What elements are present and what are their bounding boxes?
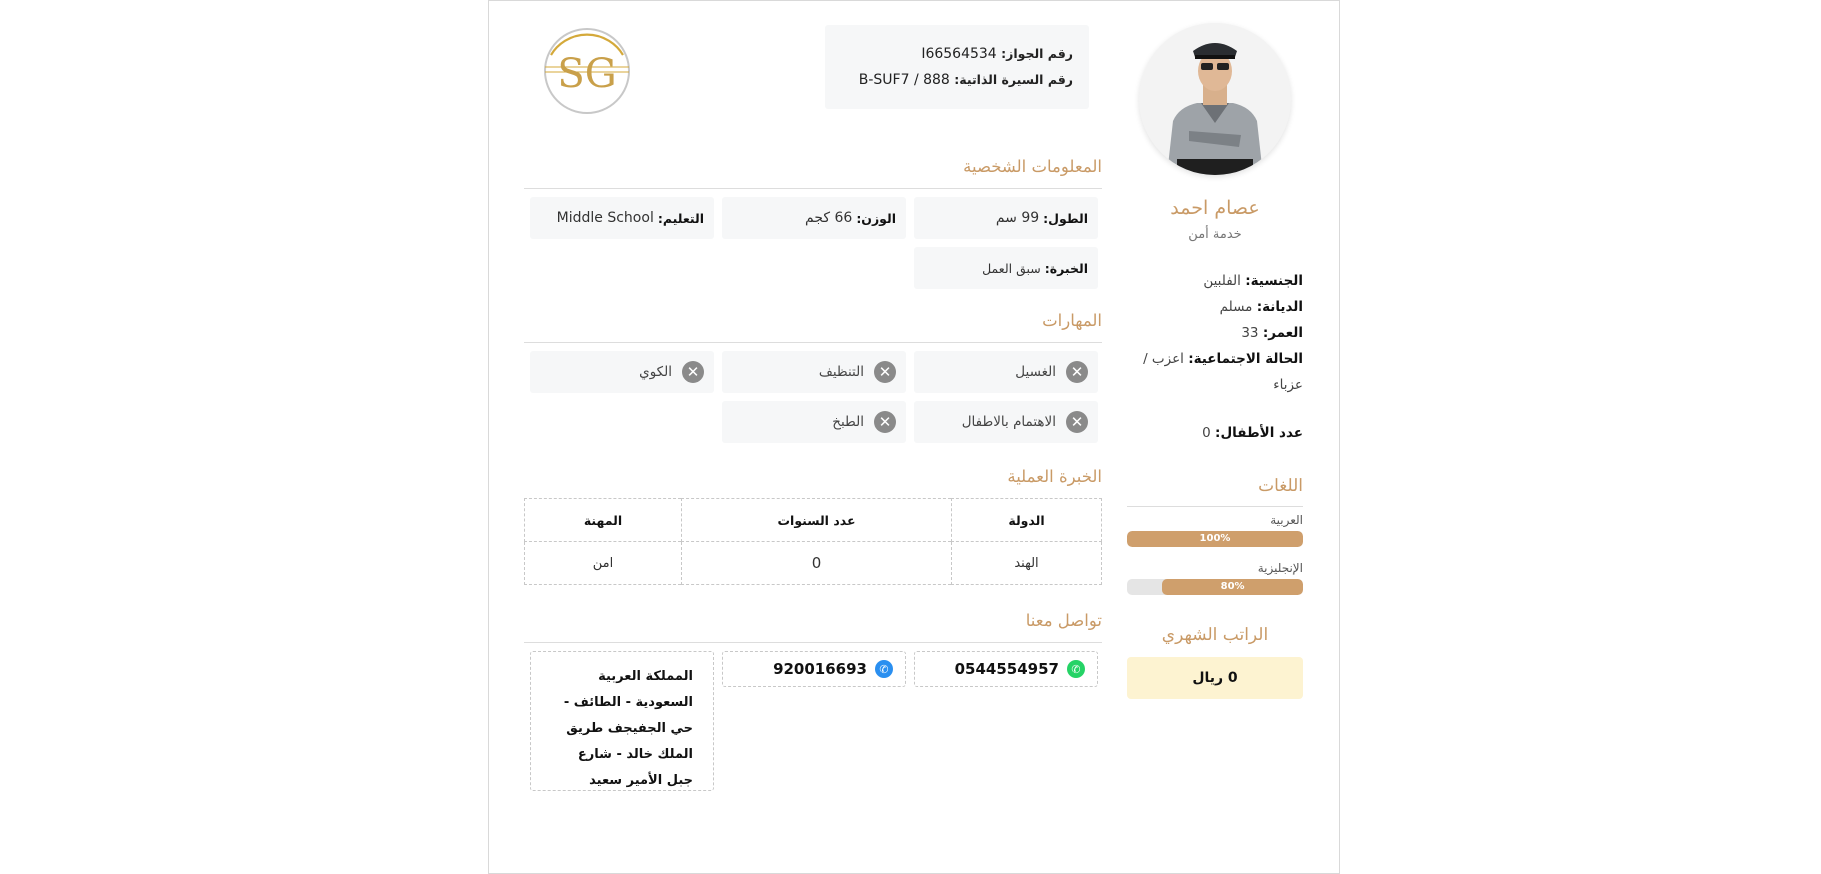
religion-row	[1127, 294, 1303, 320]
education-value: Middle School	[556, 210, 654, 226]
logo-text: SG	[557, 51, 617, 97]
passport-value: I66564534	[921, 46, 997, 62]
column-header-years: عدد السنوات	[682, 499, 952, 542]
nationality-row	[1127, 268, 1303, 294]
profile-photo	[1139, 23, 1291, 175]
skill-item	[722, 351, 906, 393]
whatsapp-contact[interactable]	[914, 651, 1098, 687]
phone-number: 920016693	[773, 660, 867, 678]
language-item	[1127, 513, 1303, 547]
height-label: الطول:	[1043, 210, 1088, 226]
language-bar-fill: 80%	[1162, 579, 1303, 595]
personal-info-title: المعلومات الشخصية	[524, 157, 1102, 189]
skill-label: الكوي	[639, 364, 672, 380]
table-header-row	[525, 499, 1102, 542]
close-circle-icon: ✕	[682, 361, 704, 383]
language-bar-fill: 100%	[1127, 531, 1303, 547]
close-circle-icon: ✕	[874, 361, 896, 383]
experience-value: سبق العمل	[982, 260, 1041, 276]
age-label: العمر:	[1262, 325, 1303, 341]
skill-item	[530, 351, 714, 393]
experience-label: الخبرة:	[1044, 260, 1088, 276]
profile-job: خدمة أمن	[1188, 227, 1242, 242]
age-row	[1127, 320, 1303, 346]
close-circle-icon: ✕	[1066, 361, 1088, 383]
weight-label: الوزن:	[856, 210, 896, 226]
skills-grid	[524, 351, 1102, 443]
marital-label: الحالة الاجتماعية:	[1188, 351, 1303, 367]
column-header-profession: المهنة	[525, 499, 682, 542]
nationality-label: الجنسية:	[1245, 273, 1303, 289]
languages-title: اللغات	[1127, 476, 1303, 507]
main-content	[524, 157, 1102, 791]
contact-title: تواصل معنا	[524, 611, 1102, 643]
salary-value: 0 ريال	[1127, 657, 1303, 699]
language-bar	[1127, 531, 1303, 547]
phone-icon: ✆	[875, 660, 893, 678]
sg-logo	[537, 25, 637, 117]
religion-value: مسلم	[1219, 299, 1253, 315]
phone-contact[interactable]	[722, 651, 906, 687]
language-name: الإنجليزية	[1257, 561, 1303, 575]
skills-title: المهارات	[524, 311, 1102, 343]
nationality-value: الفلبين	[1203, 273, 1241, 289]
experience-cell	[914, 247, 1098, 289]
close-circle-icon: ✕	[1066, 411, 1088, 433]
skill-label: الاهتمام بالاطفال	[961, 414, 1056, 430]
skill-label: الغسيل	[1015, 364, 1056, 380]
skill-label: الطبخ	[832, 414, 864, 430]
language-name: العربية	[1270, 513, 1303, 527]
address-box	[530, 651, 714, 791]
education-cell	[530, 197, 714, 239]
profile-facts	[1127, 268, 1303, 446]
address-text: المملكة العربية السعودية - الطائف - حي الجفيجف طريق الملك خالد - شارع جبل الأمير سعيد	[563, 669, 693, 788]
weight-cell	[722, 197, 906, 239]
close-circle-icon: ✕	[874, 411, 896, 433]
children-value: 0	[1202, 425, 1211, 441]
skill-item	[914, 351, 1098, 393]
column-header-country: الدولة	[952, 499, 1102, 542]
language-bar	[1127, 579, 1303, 595]
age-value: 33	[1241, 325, 1259, 341]
marital-row	[1127, 346, 1303, 398]
cell-years: 0	[682, 542, 952, 585]
work-experience-title: الخبرة العملية	[1007, 467, 1102, 486]
profile-name: عصام احمد	[1170, 197, 1260, 219]
weight-value: 66 كجم	[805, 210, 853, 226]
cell-country: الهند	[952, 542, 1102, 585]
table-row	[525, 542, 1102, 585]
id-box	[825, 25, 1089, 109]
religion-label: الديانة:	[1256, 299, 1303, 315]
profile-sidebar	[1127, 23, 1303, 699]
passport-label: رقم الجواز:	[1001, 46, 1073, 61]
personal-info-grid	[524, 197, 1102, 289]
language-item	[1127, 561, 1303, 595]
marital-value: اعزب / عزباء	[1143, 351, 1303, 393]
salary-title: الراتب الشهري	[1161, 625, 1269, 645]
skill-item	[914, 401, 1098, 443]
education-label: التعليم:	[657, 210, 704, 226]
children-row	[1127, 420, 1303, 446]
whatsapp-icon: ✆	[1067, 660, 1085, 678]
height-value: 99 سم	[995, 210, 1040, 226]
cell-profession: امن	[525, 542, 682, 585]
skill-label: التنظيف	[818, 364, 864, 380]
cv-number-value: B-SUF7 / 888	[858, 72, 950, 88]
cv-number-line	[841, 67, 1073, 93]
height-cell	[914, 197, 1098, 239]
whatsapp-number: 0544554957	[954, 660, 1059, 678]
contact-grid	[524, 651, 1102, 791]
cv-sheet	[488, 0, 1340, 874]
skill-item	[722, 401, 906, 443]
work-experience-table	[524, 498, 1102, 585]
passport-line	[841, 41, 1073, 67]
children-label: عدد الأطفال:	[1215, 425, 1303, 441]
cv-number-label: رقم السيرة الذاتية:	[954, 72, 1073, 87]
